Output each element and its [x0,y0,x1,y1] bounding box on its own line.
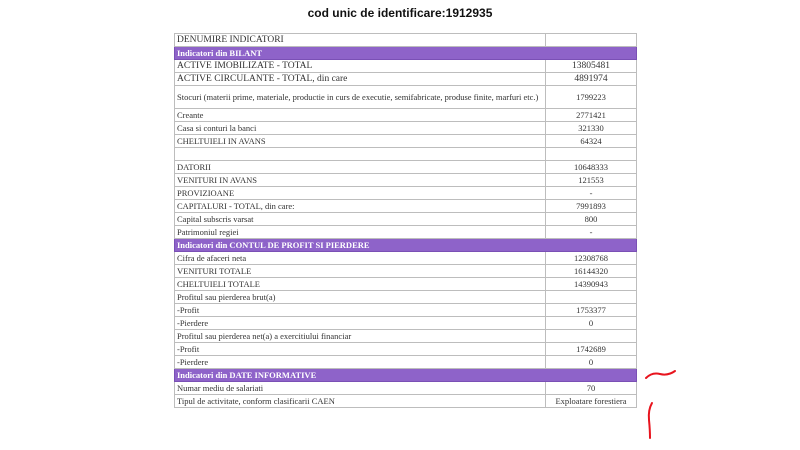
table-row [175,265,637,278]
row-value: - [546,226,637,239]
table-row [175,174,637,187]
row-label: Casa si conturi la banci [175,122,546,135]
row-value: 70 [546,382,637,395]
row-label: VENITURI TOTALE [175,265,546,278]
red-annotation-dash [644,366,678,384]
table-row [175,304,637,317]
section-header-informative [175,369,637,382]
row-value: 7991893 [546,200,637,213]
row-value: 14390943 [546,278,637,291]
row-value [546,330,637,343]
row-value: 4891974 [546,73,637,86]
row-value: 10648333 [546,161,637,174]
row-value: 2771421 [546,109,637,122]
row-value [546,148,637,161]
row-label: ACTIVE IMOBILIZATE - TOTAL [175,60,546,73]
table-row [175,86,637,109]
row-label: CHELTUIELI TOTALE [175,278,546,291]
row-value: 121553 [546,174,637,187]
table-row [175,109,637,122]
row-value: 12308768 [546,252,637,265]
row-value: Exploatare forestiera [546,395,637,408]
section-header-bilant [175,47,637,60]
row-label: Profitul sau pierderea net(a) a exercitiului financiar [175,330,546,343]
row-value: 0 [546,317,637,330]
row-label: CHELTUIELI IN AVANS [175,135,546,148]
table-row [175,60,637,73]
row-label: ACTIVE CIRCULANTE - TOTAL, din care [175,73,546,86]
section-header-profit-loss [175,239,637,252]
row-label: -Profit [175,304,546,317]
table-row [175,252,637,265]
row-value: 1742689 [546,343,637,356]
table-row [175,343,637,356]
row-label: DATORII [175,161,546,174]
row-label: VENITURI IN AVANS [175,174,546,187]
table-row [175,330,637,343]
table-row [175,382,637,395]
row-value: 1753377 [546,304,637,317]
row-value: 0 [546,356,637,369]
row-value: 321330 [546,122,637,135]
row-label: -Pierdere [175,317,546,330]
row-value: 13805481 [546,60,637,73]
table-header-row [175,34,637,47]
table-row [175,317,637,330]
table-row [175,200,637,213]
column-header-value [546,34,637,47]
table-row [175,148,637,161]
row-value: 16144320 [546,265,637,278]
table-row [175,73,637,86]
row-value: 800 [546,213,637,226]
table-row [175,161,637,174]
column-header-indicators: DENUMIRE INDICATORI [175,34,546,47]
row-label: Creante [175,109,546,122]
row-value: 64324 [546,135,637,148]
table-row [175,187,637,200]
row-value: 1799223 [546,86,637,109]
table-row [175,291,637,304]
row-label: CAPITALURI - TOTAL, din care: [175,200,546,213]
table-row [175,213,637,226]
row-label: Cifra de afaceri neta [175,252,546,265]
section-title: Indicatori din BILANT [175,47,637,60]
table-row [175,135,637,148]
row-value: - [546,187,637,200]
row-label: Tipul de activitate, conform clasificarii CAEN [175,395,546,408]
row-label: -Pierdere [175,356,546,369]
table-row [175,278,637,291]
table-row [175,356,637,369]
row-label [175,148,546,161]
row-label: Profitul sau pierderea brut(a) [175,291,546,304]
row-label: Numar mediu de salariati [175,382,546,395]
red-annotation-tick [642,400,660,442]
table-row [175,226,637,239]
indicators-table [174,33,637,408]
section-title: Indicatori din DATE INFORMATIVE [175,369,637,382]
section-title: Indicatori din CONTUL DE PROFIT SI PIERDERE [175,239,637,252]
table-row [175,395,637,408]
table-row [175,122,637,135]
row-label: -Profit [175,343,546,356]
row-label: Capital subscris varsat [175,213,546,226]
row-label: PROVIZIOANE [175,187,546,200]
row-label: Patrimoniul regiei [175,226,546,239]
row-value [546,291,637,304]
row-label: Stocuri (materii prime, materiale, productie in curs de executie, semifabricate, produse finite, marfuri etc.) [175,86,546,109]
company-id-heading: cod unic de identificare:1912935 [307,6,493,20]
